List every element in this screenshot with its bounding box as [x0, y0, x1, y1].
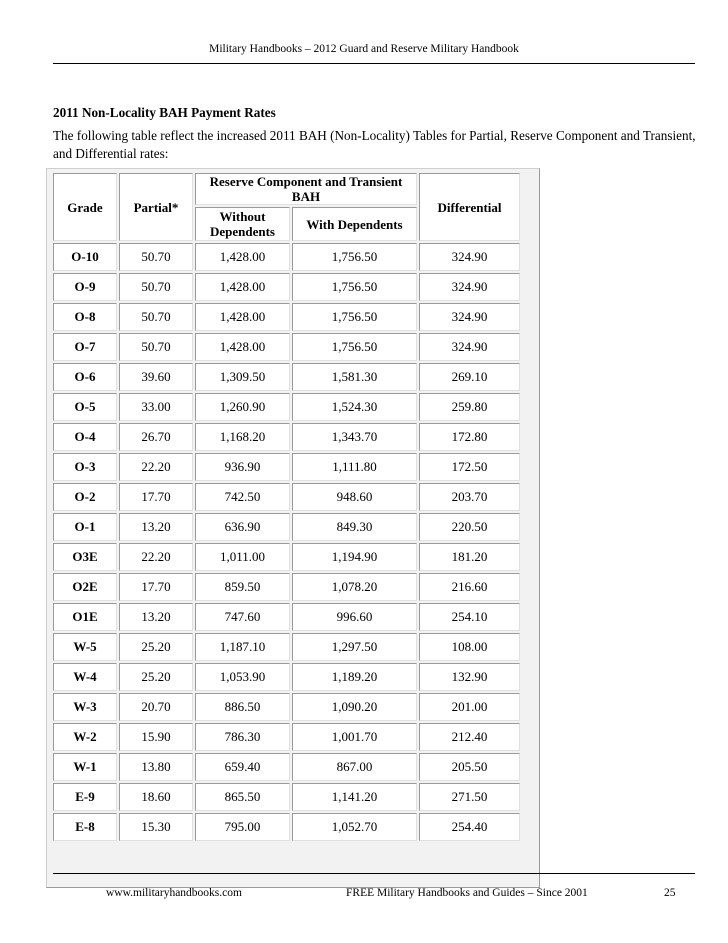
- table-row: [53, 273, 520, 301]
- table-row: [53, 573, 520, 601]
- table-row: [53, 753, 520, 781]
- cell-with-dependents: 948.60: [292, 483, 417, 511]
- cell-differential: 108.00: [419, 633, 520, 661]
- table-row: [53, 603, 520, 631]
- header-partial: Partial*: [119, 173, 193, 241]
- cell-differential: 212.40: [419, 723, 520, 751]
- cell-without-dependents: 1,260.90: [195, 393, 290, 421]
- cell-partial: 18.60: [119, 783, 193, 811]
- table-body: [53, 243, 520, 841]
- cell-partial: 50.70: [119, 303, 193, 331]
- cell-with-dependents: 1,756.50: [292, 333, 417, 361]
- cell-partial: 50.70: [119, 333, 193, 361]
- cell-grade: O-1: [53, 513, 117, 541]
- cell-grade: W-5: [53, 633, 117, 661]
- cell-with-dependents: 849.30: [292, 513, 417, 541]
- cell-grade: O-7: [53, 333, 117, 361]
- cell-differential: 259.80: [419, 393, 520, 421]
- table-row: [53, 363, 520, 391]
- cell-partial: 13.80: [119, 753, 193, 781]
- bah-table-container: [46, 168, 540, 888]
- cell-partial: 26.70: [119, 423, 193, 451]
- cell-with-dependents: 1,297.50: [292, 633, 417, 661]
- cell-with-dependents: 1,581.30: [292, 363, 417, 391]
- table-row: [53, 303, 520, 331]
- cell-grade: O-6: [53, 363, 117, 391]
- cell-differential: 324.90: [419, 333, 520, 361]
- table-row: [53, 813, 520, 841]
- cell-differential: 271.50: [419, 783, 520, 811]
- cell-without-dependents: 865.50: [195, 783, 290, 811]
- cell-without-dependents: 1,428.00: [195, 273, 290, 301]
- cell-with-dependents: 1,141.20: [292, 783, 417, 811]
- cell-grade: W-4: [53, 663, 117, 691]
- cell-grade: O-4: [53, 423, 117, 451]
- cell-differential: 324.90: [419, 273, 520, 301]
- cell-grade: O-9: [53, 273, 117, 301]
- cell-without-dependents: 1,187.10: [195, 633, 290, 661]
- cell-grade: W-2: [53, 723, 117, 751]
- cell-differential: 203.70: [419, 483, 520, 511]
- footer-divider: [53, 873, 695, 874]
- table-row: [53, 723, 520, 751]
- table-row: [53, 633, 520, 661]
- cell-partial: 25.20: [119, 633, 193, 661]
- cell-with-dependents: 1,111.80: [292, 453, 417, 481]
- cell-partial: 22.20: [119, 543, 193, 571]
- header-without-dependents: Without Dependents: [195, 207, 290, 241]
- cell-grade: O3E: [53, 543, 117, 571]
- cell-grade: O2E: [53, 573, 117, 601]
- table-row: [53, 543, 520, 571]
- cell-grade: O-8: [53, 303, 117, 331]
- table-row: [53, 333, 520, 361]
- cell-with-dependents: 1,052.70: [292, 813, 417, 841]
- cell-partial: 33.00: [119, 393, 193, 421]
- cell-grade: O-5: [53, 393, 117, 421]
- cell-differential: 172.80: [419, 423, 520, 451]
- cell-with-dependents: 1,756.50: [292, 243, 417, 271]
- footer-website: www.militaryhandbooks.com: [106, 887, 242, 899]
- cell-without-dependents: 1,011.00: [195, 543, 290, 571]
- bah-rates-table: [51, 171, 522, 843]
- intro-paragraph: The following table reflect the increased 2011 BAH (Non-Locality) Tables for Partial, Reserve Component and Transient, and Differential rates:: [53, 128, 696, 161]
- cell-without-dependents: 1,428.00: [195, 303, 290, 331]
- cell-differential: 205.50: [419, 753, 520, 781]
- cell-without-dependents: 1,428.00: [195, 333, 290, 361]
- cell-without-dependents: 742.50: [195, 483, 290, 511]
- page-number: 25: [664, 887, 676, 899]
- cell-without-dependents: 747.60: [195, 603, 290, 631]
- cell-with-dependents: 1,001.70: [292, 723, 417, 751]
- cell-with-dependents: 1,756.50: [292, 303, 417, 331]
- cell-without-dependents: 859.50: [195, 573, 290, 601]
- table-row: [53, 513, 520, 541]
- cell-without-dependents: 886.50: [195, 693, 290, 721]
- section-heading: 2011 Non-Locality BAH Payment Rates: [53, 105, 276, 120]
- cell-partial: 17.70: [119, 573, 193, 601]
- cell-without-dependents: 1,428.00: [195, 243, 290, 271]
- cell-partial: 20.70: [119, 693, 193, 721]
- cell-partial: 50.70: [119, 243, 193, 271]
- cell-partial: 50.70: [119, 273, 193, 301]
- header-reserve-transient-group: Reserve Component and Transient BAH: [195, 173, 417, 205]
- cell-grade: O1E: [53, 603, 117, 631]
- cell-without-dependents: 1,053.90: [195, 663, 290, 691]
- cell-differential: 254.40: [419, 813, 520, 841]
- cell-partial: 39.60: [119, 363, 193, 391]
- table-row: [53, 783, 520, 811]
- cell-without-dependents: 636.90: [195, 513, 290, 541]
- cell-differential: 269.10: [419, 363, 520, 391]
- header-with-dependents: With Dependents: [292, 207, 417, 241]
- header-divider: [53, 63, 695, 64]
- table-row: [53, 693, 520, 721]
- cell-partial: 25.20: [119, 663, 193, 691]
- cell-with-dependents: 1,756.50: [292, 273, 417, 301]
- header-differential: Differential: [419, 173, 520, 241]
- header-grade: Grade: [53, 173, 117, 241]
- cell-grade: O-10: [53, 243, 117, 271]
- cell-partial: 22.20: [119, 453, 193, 481]
- table-row: [53, 393, 520, 421]
- cell-partial: 15.90: [119, 723, 193, 751]
- table-row: [53, 453, 520, 481]
- cell-differential: 216.60: [419, 573, 520, 601]
- cell-differential: 324.90: [419, 243, 520, 271]
- cell-differential: 172.50: [419, 453, 520, 481]
- cell-grade: W-1: [53, 753, 117, 781]
- cell-partial: 13.20: [119, 513, 193, 541]
- cell-without-dependents: 936.90: [195, 453, 290, 481]
- cell-grade: O-3: [53, 453, 117, 481]
- cell-with-dependents: 1,524.30: [292, 393, 417, 421]
- cell-grade: O-2: [53, 483, 117, 511]
- table-row: [53, 483, 520, 511]
- cell-without-dependents: 1,168.20: [195, 423, 290, 451]
- footer-tagline: FREE Military Handbooks and Guides – Since 2001: [346, 887, 588, 899]
- cell-with-dependents: 867.00: [292, 753, 417, 781]
- table-row: [53, 663, 520, 691]
- cell-without-dependents: 786.30: [195, 723, 290, 751]
- cell-differential: 181.20: [419, 543, 520, 571]
- cell-partial: 17.70: [119, 483, 193, 511]
- cell-partial: 15.30: [119, 813, 193, 841]
- cell-without-dependents: 795.00: [195, 813, 290, 841]
- cell-grade: E-9: [53, 783, 117, 811]
- cell-with-dependents: 996.60: [292, 603, 417, 631]
- cell-with-dependents: 1,189.20: [292, 663, 417, 691]
- cell-differential: 132.90: [419, 663, 520, 691]
- cell-grade: E-8: [53, 813, 117, 841]
- cell-differential: 220.50: [419, 513, 520, 541]
- cell-with-dependents: 1,090.20: [292, 693, 417, 721]
- cell-without-dependents: 659.40: [195, 753, 290, 781]
- cell-differential: 254.10: [419, 603, 520, 631]
- table-row: [53, 243, 520, 271]
- cell-differential: 201.00: [419, 693, 520, 721]
- cell-differential: 324.90: [419, 303, 520, 331]
- cell-partial: 13.20: [119, 603, 193, 631]
- cell-with-dependents: 1,194.90: [292, 543, 417, 571]
- cell-without-dependents: 1,309.50: [195, 363, 290, 391]
- page-header-title: Military Handbooks – 2012 Guard and Reserve Military Handbook: [209, 43, 519, 55]
- cell-with-dependents: 1,078.20: [292, 573, 417, 601]
- cell-grade: W-3: [53, 693, 117, 721]
- cell-with-dependents: 1,343.70: [292, 423, 417, 451]
- table-row: [53, 423, 520, 451]
